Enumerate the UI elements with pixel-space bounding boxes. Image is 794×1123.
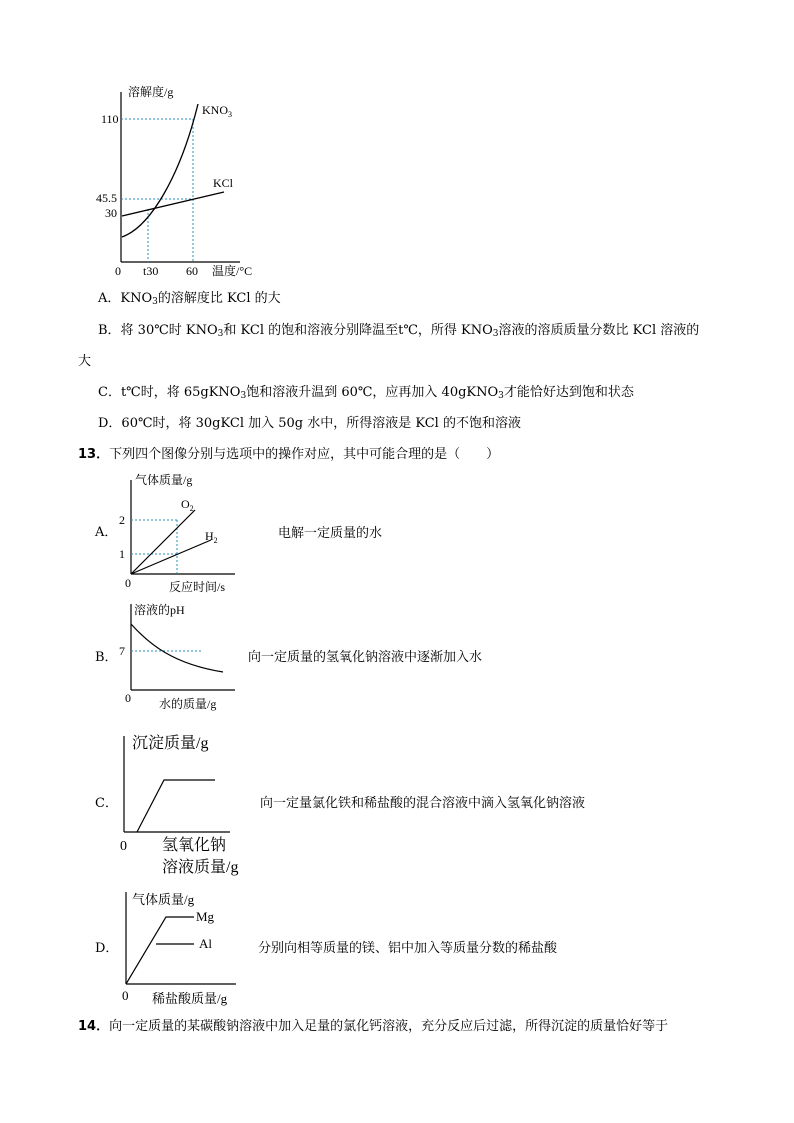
q13-graph-c [100,726,260,880]
tick-0: 0 [122,988,129,1003]
x-axis-label: 水的质量/g [159,697,217,711]
option-b-continued: 大 [78,354,92,369]
x-axis-label: 稀盐酸质量/g [152,991,228,1006]
tick-0: 0 [125,576,131,590]
tick-x-t30: t30 [143,264,159,278]
x-axis-label: 反应时间/s [169,580,226,594]
q13-graph-b [115,600,255,716]
option-c: C．t℃时，将 65gKNO$_3$饱和溶液升温到 60℃，应再加入 40gKNO$_3$才能恰好达到饱和状态 [98,385,634,401]
tick-7: 7 [119,644,125,658]
y-axis-label: 气体质量/g [132,892,195,907]
y-axis-label: 气体质量/g [135,473,193,487]
x-axis-label-1: 氢氧化钠 [162,837,227,854]
kcl-line [122,192,224,216]
tick-x-0: 0 [115,264,121,278]
mg-label: Mg [196,909,215,924]
kno3-label: $KNO_3$ [202,103,232,119]
q13-graph-d [110,886,260,1012]
y-axis-label: 溶解度/g [128,85,174,99]
option-b: B．将 30℃时 $KNO_3$和 KCl 的饱和溶液分别降温至t℃，所得 $KNO_3$溶液的溶质质量分数比 KCl 溶液的 [98,323,700,339]
question-number: 13． [78,447,110,462]
solubility-chart [96,82,280,282]
o2-label: $O_2$ [181,497,194,513]
tick-0: 0 [125,691,131,705]
option-d: D．60℃时，将 30gKCl 加入 50g 水中，所得溶液是 KCl 的不饱和溶液 [98,416,521,431]
tick-1: 1 [119,547,125,561]
option-a: A．$KNO_3$的溶解度比 KCl 的大 [98,291,281,307]
y-axis-label: 沉淀质量/g [132,735,209,752]
q13-option-a-letter: A． [95,525,118,540]
q13-option-c-desc: 向一定量氯化铁和稀盐酸的混合溶液中滴入氢氧化钠溶液 [260,796,586,811]
q13-option-d-letter: D． [95,941,119,956]
question-14-stem: 14．向一定质量的某碳酸钠溶液中加入足量的氯化钙溶液，充分反应后过滤，所得沉淀的质量恰好等于 [78,1019,669,1034]
q13-graph-a [115,470,255,598]
x-axis-label-2: 溶液质量/g [162,859,239,876]
tick-110: 110 [101,112,119,126]
precipitate-line [137,780,215,832]
kcl-label: KCl [213,176,234,190]
tick-45-5: 45.5 [96,191,117,205]
h2-line [131,540,211,574]
mg-line [126,917,194,984]
ph-curve [131,624,223,672]
tick-2: 2 [119,513,125,527]
q13-option-b-letter: B． [95,650,118,665]
al-label: Al [199,936,212,951]
q13-option-d-desc: 分别向相等质量的镁、铝中加入等质量分数的稀盐酸 [258,941,558,956]
q13-option-a-desc: 电解一定质量的水 [278,526,383,541]
y-axis-label: 溶液的pH [134,603,185,617]
tick-x-60: 60 [186,264,198,278]
question-number: 14． [78,1019,110,1034]
question-13-stem: 13．下列四个图像分别与选项中的操作对应，其中可能合理的是（ ） [78,447,500,462]
q13-option-b-desc: 向一定质量的氢氧化钠溶液中逐渐加入水 [248,650,483,665]
tick-30: 30 [105,206,117,220]
x-axis-label: 温度/°C [212,264,253,278]
kno3-curve [122,104,198,237]
h2-label: $H_2$ [205,529,218,545]
tick-0: 0 [120,839,127,854]
q13-option-c-letter: C． [95,796,118,811]
